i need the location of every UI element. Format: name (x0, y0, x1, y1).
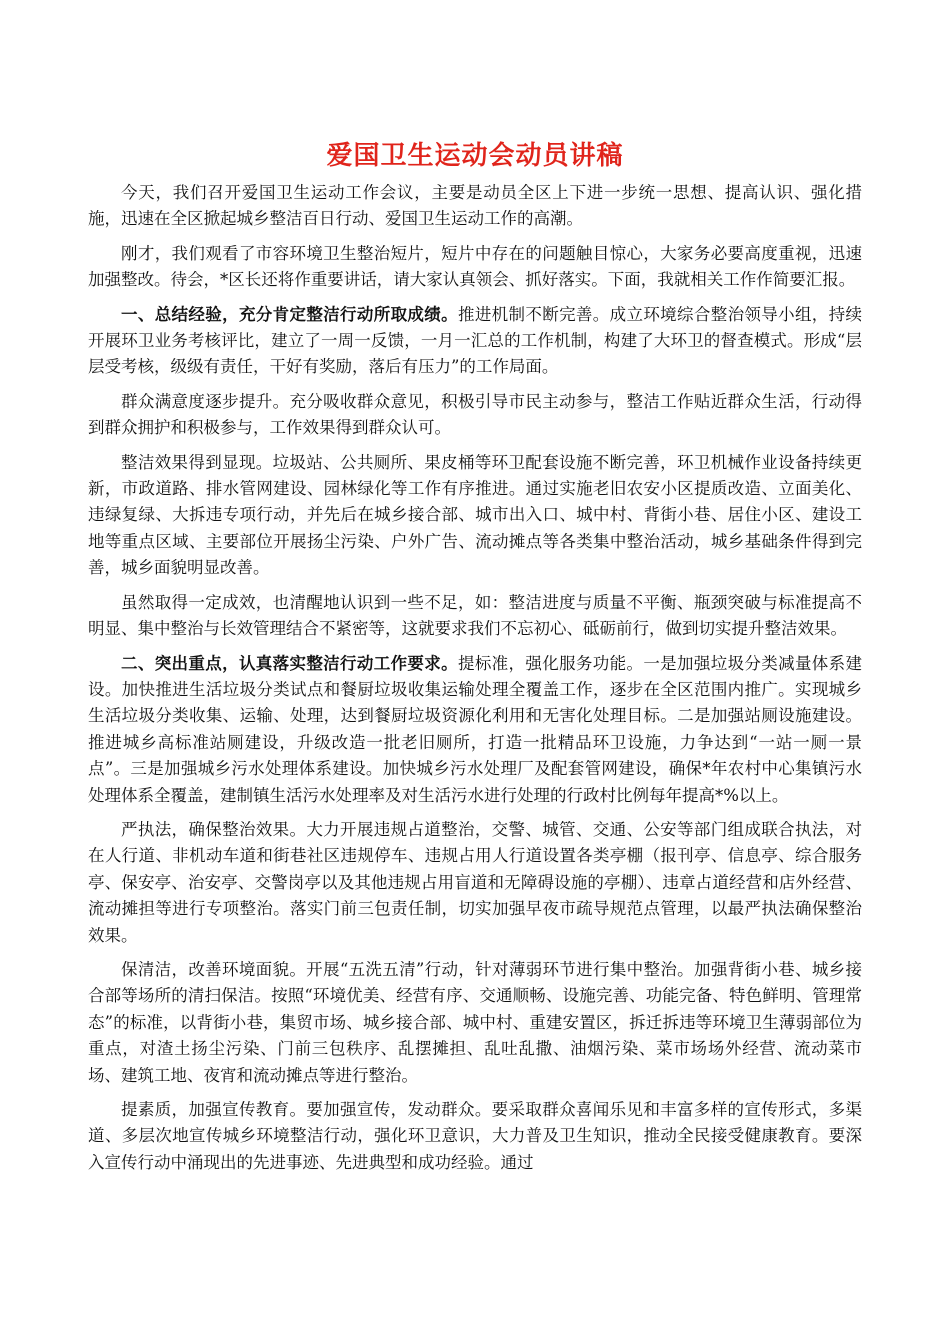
paragraph-5 (88, 450, 862, 582)
paragraph-7 (88, 651, 862, 809)
page-title: 爱国卫生运动会动员讲稿 (326, 141, 624, 171)
paragraph-text: 推进机制不断完善。成立环境综合整治领导小组，持续开展环卫业务考核评比，建立了一周一反馈，一月一汇总的工作机制，构建了大环卫的督查模式。形成“层层受考核，级级有责任，干好有奖励，落后有压力”的工作局面。 (88, 304, 863, 377)
paragraph-text: 刚才，我们观看了市容环境卫生整治短片，短片中存在的问题触目惊心，大家务必要高度重视，迅速加强整改。待会，*区长还将作重要讲话，请大家认真领会、抓好落实。下面，我就相关工作作简要汇报。 (88, 243, 862, 290)
paragraph-text: 提素质，加强宣传教育。要加强宣传，发动群众。要采取群众喜闻乐见和丰富多样的宣传形式，多渠道、多层次地宣传城乡环境整洁行动，强化环卫意识，大力普及卫生知识，推动全民接受健康教育。要深入宣传行动中涌现出的先进事迹、先进典型和成功经验。通过 (88, 1100, 862, 1172)
section-heading-1: 一、总结经验，充分肯定整洁行动所取成绩。 (121, 304, 458, 324)
paragraph-4 (88, 389, 862, 442)
paragraph-9 (88, 957, 862, 1089)
paragraph-text: 保清洁，改善环境面貌。开展“五洗五清”行动，针对薄弱环节进行集中整治。加强背街小巷、城乡接合部等场所的清扫保洁。按照“环境优美、经营有序、交通顺畅、设施完善、功能完备、特色鲜明、管理常态”的标准，以背街小巷，集贸市场、城乡接合部、城中村、重建安置区，拆迁拆违等环境卫生薄弱部位为重点，对渣土扬尘污染、门前三包秩序、乱摆摊担、乱吐乱撒、油烟污染、菜市场场外经营、流动菜市场、建筑工地、夜宵和流动摊点等进行整治。 (88, 959, 862, 1085)
document-body (88, 180, 862, 1184)
paragraph-text: 整洁效果得到显现。垃圾站、公共厕所、果皮桶等环卫配套设施不断完善，环卫机械作业设备持续更新，市政道路、排水管网建设、园林绿化等工作有序推进。通过实施老旧农安小区提质改造、立面美化、违绿复绿、大拆违专项行动，并先后在城乡接合部、城市出入口、城中村、背街小巷、居住小区、建设工地等重点区域、主要部位开展扬尘污染、户外广告、流动摊点等各类集中整治活动，城乡基础条件得到完善，城乡面貌明显改善。 (88, 452, 862, 578)
paragraph-1 (88, 180, 862, 233)
paragraph-text: 今天，我们召开爱国卫生运动工作会议，主要是动员全区上下进一步统一思想、提高认识、强化措施，迅速在全区掀起城乡整洁百日行动、爱国卫生运动工作的高潮。 (88, 183, 862, 229)
paragraph-text: 虽然取得一定成效，也清醒地认识到一些不足，如：整洁进度与质量不平衡、瓶颈突破与标准提高不明显、集中整治与长效管理结合不紧密等，这就要求我们不忘初心、砥砺前行，做到切实提升整洁效果。 (88, 592, 862, 639)
paragraph-3 (88, 302, 862, 381)
paragraph-text: 严执法，确保整治效果。大力开展违规占道整治，交警、城管、交通、公安等部门组成联合执法，对在人行道、非机动车道和街巷社区违规停车、违规占用人行道设置各类亭棚（报刊亭、信息亭、综合服务亭、保安亭、治安亭、交警岗亭以及其他违规占用盲道和无障碍设施的亭棚）、违章占道经营和店外经营、流动摊担等进行专项整治。落实门前三包责任制，切实加强早夜市疏导规范点管理，以最严执法确保整治效果。 (88, 819, 862, 945)
paragraph-10 (88, 1097, 862, 1176)
section-heading-2: 二、突出重点，认真落实整洁行动工作要求。 (121, 653, 458, 673)
paragraph-6 (88, 590, 862, 643)
paragraph-text: 群众满意度逐步提升。充分吸收群众意见，积极引导市民主动参与，整洁工作贴近群众生活，行动得到群众拥护和积极参与，工作效果得到群众认可。 (88, 391, 862, 438)
paragraph-2 (88, 241, 862, 294)
paragraph-text: 提标准，强化服务功能。一是加强垃圾分类减量体系建设。加快推进生活垃圾分类试点和餐厨垃圾收集运输处理全覆盖工作，逐步在全区范围内推广。实现城乡生活垃圾分类收集、运输、处理，达到餐厨垃圾资源化利用和无害化处理目标。二是加强站厕设施建设。推进城乡高标准站厕建设，升级改造一批老旧厕所，打造一批精品环卫设施，力争达到“一站一厕一景点”。三是加强城乡污水处理体系建设。加快城乡污水处理厂及配套管网建设，确保*年农村中心集镇污水处理体系全覆盖，建制镇生活污水处理率及对生活污水进行处理的行政村比例每年提高*%以上。 (88, 653, 863, 805)
paragraph-8 (88, 817, 862, 949)
